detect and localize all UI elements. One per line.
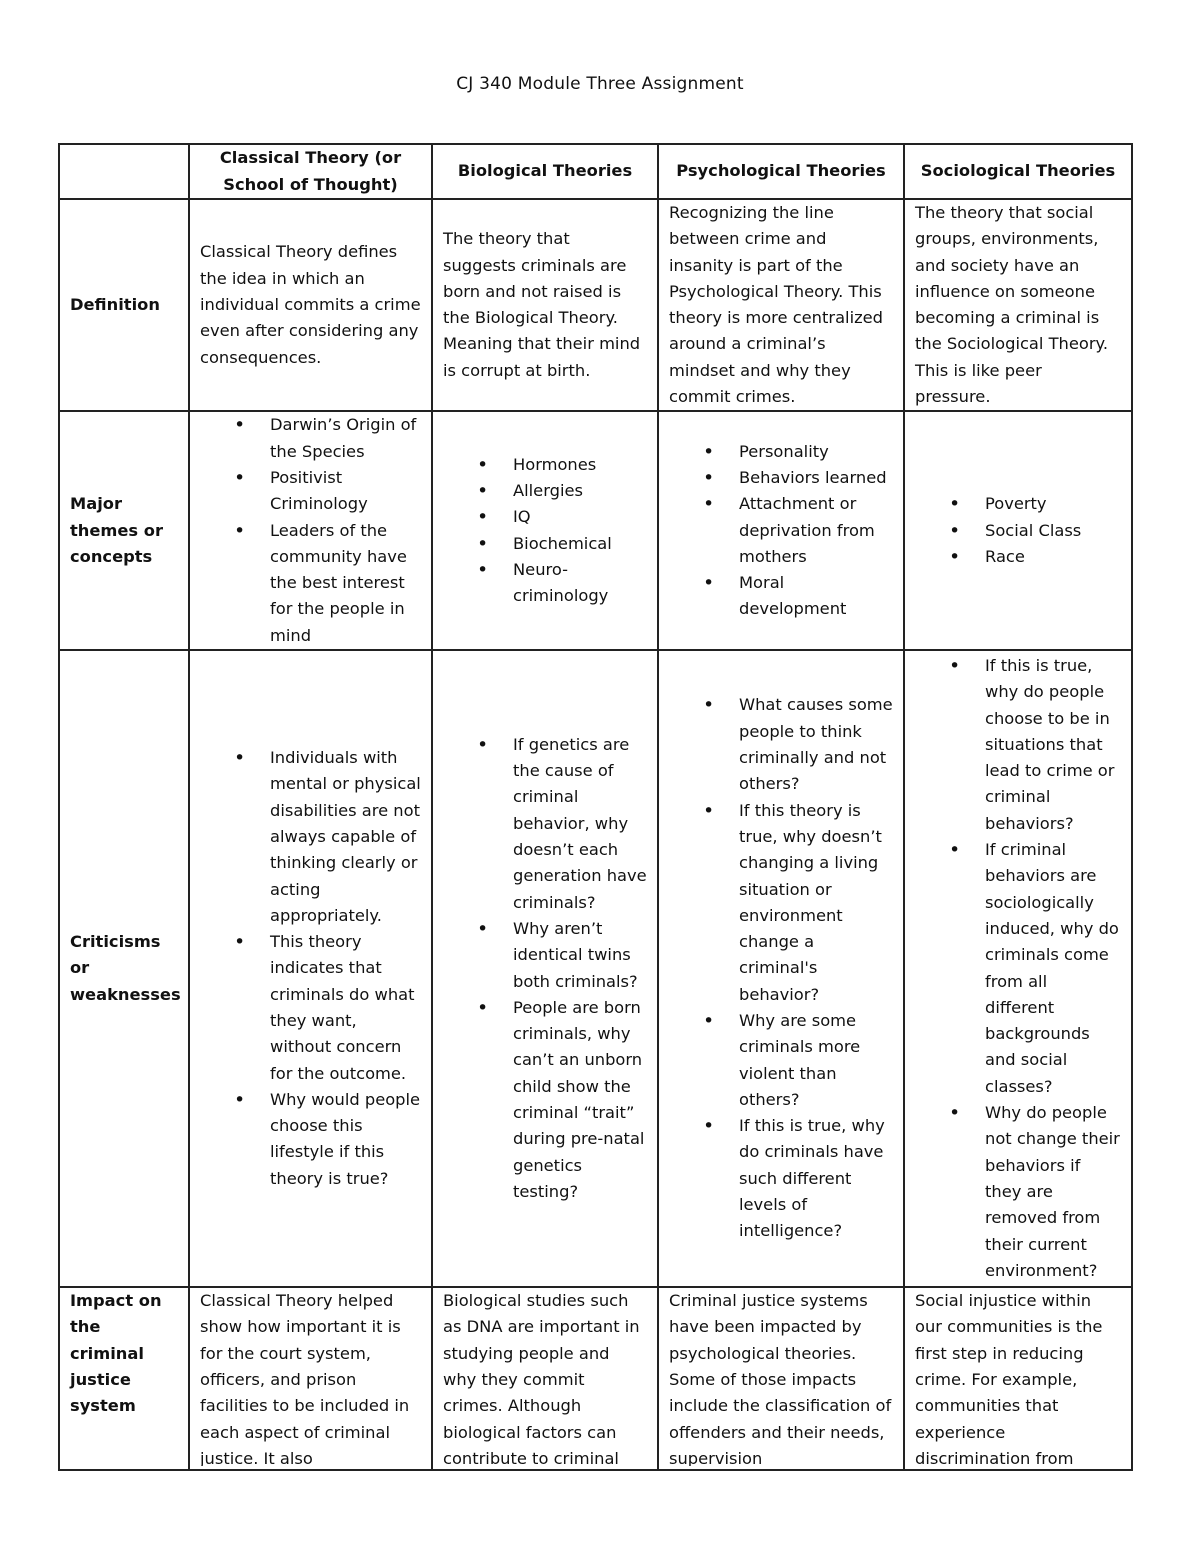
definition-classical: Classical Theory defines the idea in which an individual commits a crime even after considering any consequences. — [189, 199, 432, 411]
list-item: • If genetics are the cause of criminal behavior, why doesn’t each generation have criminals? — [513, 732, 647, 916]
list-item: • Why would people choose this lifestyle if this theory is true? — [270, 1087, 421, 1192]
criticisms-psychological-list — [669, 692, 893, 1244]
list-item: • Allergies — [513, 478, 647, 504]
list-item: • IQ — [513, 504, 647, 530]
column-header-psychological: Psychological Theories — [658, 144, 904, 199]
definition-biological: The theory that suggests criminals are born and not raised is the Biological Theory. Meaning that their mind is corrupt at birth. — [432, 199, 658, 411]
list-item: • Moral development — [739, 570, 893, 623]
definition-row — [59, 199, 1132, 411]
column-header-sociological: Sociological Theories — [904, 144, 1132, 199]
impact-sociological — [904, 1287, 1132, 1470]
list-item: • Personality — [739, 439, 893, 465]
list-item: • Darwin’s Origin of the Species — [270, 412, 421, 465]
impact-biological — [432, 1287, 658, 1470]
criticisms-biological-list — [443, 732, 647, 1205]
criticisms-classical — [189, 650, 432, 1287]
impact-biological-text: Biological studies such as DNA are important in studying people and why they commit crimes. Although biological factors can contribute to criminal — [443, 1291, 640, 1467]
list-item: • Individuals with mental or physical disabilities are not always capable of thinking clearly or acting appropriately. — [270, 745, 421, 929]
criticisms-biological — [432, 650, 658, 1287]
list-item: • What causes some people to think criminally and not others? — [739, 692, 893, 797]
list-item: • Hormones — [513, 452, 647, 478]
criticisms-row — [59, 650, 1132, 1287]
themes-biological-list — [443, 452, 647, 610]
header-row — [59, 144, 1132, 199]
criticisms-sociological — [904, 650, 1132, 1287]
list-item: • Leaders of the community have the best interest for the people in mind — [270, 518, 421, 649]
list-item: • Poverty — [985, 491, 1121, 517]
impact-psychological-text: Criminal justice systems have been impacted by psychological theories. Some of those impacts include the classification of offenders and their needs, supervision — [669, 1291, 892, 1467]
document-title: CJ 340 Module Three Assignment — [456, 74, 744, 94]
list-item: • Positivist Criminology — [270, 465, 421, 518]
row-label-impact: Impact on the criminal justice system — [59, 1287, 189, 1470]
list-item: • This theory indicates that criminals do what they want, without concern for the outcome. — [270, 929, 421, 1087]
criticisms-psychological — [658, 650, 904, 1287]
criticisms-classical-list — [200, 745, 421, 1192]
definition-psychological: Recognizing the line between crime and insanity is part of the Psychological Theory. This theory is more centralized around a criminal’s mindset and why they commit crimes. — [658, 199, 904, 411]
list-item: • If this is true, why do criminals have such different levels of intelligence? — [739, 1113, 893, 1244]
list-item: • People are born criminals, why can’t an unborn child show the criminal “trait” during pre-natal genetics testing? — [513, 995, 647, 1205]
list-item: • Why do people not change their behaviors if they are removed from their current environment? — [985, 1100, 1121, 1284]
impact-classical — [189, 1287, 432, 1470]
list-item: • Behaviors learned — [739, 465, 893, 491]
row-label-criticisms: Criticisms or weaknesses — [59, 650, 189, 1287]
impact-row — [59, 1287, 1132, 1470]
list-item: • If this is true, why do people choose to be in situations that lead to crime or criminal behaviors? — [985, 653, 1121, 837]
corner-cell — [59, 144, 189, 199]
list-item: • Why aren’t identical twins both criminals? — [513, 916, 647, 995]
row-label-themes: Major themes or concepts — [59, 411, 189, 650]
themes-row — [59, 411, 1132, 650]
list-item: • If this theory is true, why doesn’t changing a living situation or environment change a criminal's behavior? — [739, 798, 893, 1008]
list-item: • Race — [985, 544, 1121, 570]
criticisms-sociological-list — [915, 653, 1121, 1284]
list-item: • Attachment or deprivation from mothers — [739, 491, 893, 570]
impact-psychological — [658, 1287, 904, 1470]
themes-classical — [189, 411, 432, 650]
list-item: • Why are some criminals more violent than others? — [739, 1008, 893, 1113]
themes-psychological — [658, 411, 904, 650]
themes-biological — [432, 411, 658, 650]
themes-sociological — [904, 411, 1132, 650]
themes-sociological-list — [915, 491, 1121, 570]
column-header-classical: Classical Theory (or School of Thought) — [189, 144, 432, 199]
list-item: • Social Class — [985, 518, 1121, 544]
row-label-definition: Definition — [59, 199, 189, 411]
list-item: • Biochemical — [513, 531, 647, 557]
list-item: • Neuro-criminology — [513, 557, 647, 610]
impact-sociological-text: Social injustice within our communities is the first step in reducing crime. For example, communities that experience discrimination from — [915, 1291, 1103, 1467]
list-item: • If criminal behaviors are sociologically induced, why do criminals come from all different backgrounds and social classes? — [985, 837, 1121, 1100]
definition-sociological: The theory that social groups, environments, and society have an influence on someone becoming a criminal is the Sociological Theory. This is like peer pressure. — [904, 199, 1132, 411]
themes-classical-list — [200, 412, 421, 649]
themes-psychological-list — [669, 439, 893, 623]
theories-table — [58, 143, 1133, 1471]
impact-classical-text: Classical Theory helped show how important it is for the court system, officers, and prison facilities to be included in each aspect of criminal justice. It also — [200, 1291, 410, 1467]
column-header-biological: Biological Theories — [432, 144, 658, 199]
